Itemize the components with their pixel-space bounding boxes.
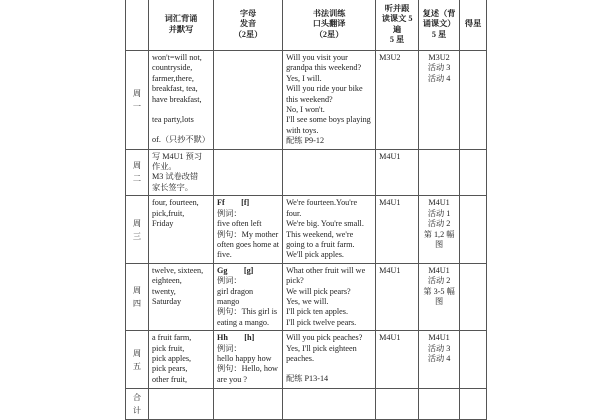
header-retell: 复述（背 诵课文） 5 星 [419, 0, 460, 51]
header-row [126, 0, 487, 51]
vocab-cell [149, 389, 214, 420]
letter-cell [214, 149, 283, 196]
vocab-cell: four, fourteen, pick,fruit, Friday [149, 196, 214, 263]
star-cell [460, 331, 487, 389]
handwriting-cell: We're fourteen.You're four. We're big. You're small. This weekend, we're going to a fruit farm. We'll pick apples. [283, 196, 376, 263]
day-cell: 周 二 [126, 149, 149, 196]
star-cell [460, 389, 487, 420]
star-cell [460, 51, 487, 150]
listen-cell: M4U1 [376, 196, 419, 263]
row-tuesday [126, 149, 487, 196]
retell-cell: M3U2 活动 3 活动 4 [419, 51, 460, 150]
listen-cell: M4U1 [376, 263, 419, 330]
header-listen: 听并跟 读课文 5 遍 5 星 [376, 0, 419, 51]
header-star: 得星 [460, 0, 487, 51]
header-day [126, 0, 149, 51]
day-cell: 周 五 [126, 331, 149, 389]
header-handwriting: 书法训练 口头翻译 （2星） [283, 0, 376, 51]
vocab-cell: 写 M4U1 预习 作业。 M3 试卷改错 家长签字。 [149, 149, 214, 196]
day-cell: 周 三 [126, 196, 149, 263]
listen-cell: M4U1 [376, 331, 419, 389]
weekly-homework-table [125, 0, 487, 420]
letter-cell [214, 389, 283, 420]
vocab-cell: won't=will not, countryside, farmer,there, breakfast, tea, have breakfast, tea party,lots of.（只抄不默） [149, 51, 214, 150]
row-friday [126, 331, 487, 389]
retell-cell: M4U1 活动 1 活动 2 第 1,2 幅 图 [419, 196, 460, 263]
vocab-cell: a fruit farm, pick fruit, pick apples, pick pears, other fruit, [149, 331, 214, 389]
retell-cell: M4U1 活动 3 活动 4 [419, 331, 460, 389]
day-cell: 合 计 [126, 389, 149, 420]
star-cell [460, 149, 487, 196]
handwriting-cell [283, 149, 376, 196]
handwriting-cell: Will you visit your grandpa this weekend? Yes, I will. Will you ride your bike this weekend? No, I won't. I'll see some boys playing with toys. 配练 P9-12 [283, 51, 376, 150]
letter-cell: Ff [f] 例词： five often left 例句：My mother often goes home at five. [214, 196, 283, 263]
day-cell: 周 四 [126, 263, 149, 330]
listen-cell: M3U2 [376, 51, 419, 150]
retell-cell [419, 149, 460, 196]
row-thursday [126, 263, 487, 330]
listen-cell: M4U1 [376, 149, 419, 196]
row-total [126, 389, 487, 420]
star-cell [460, 196, 487, 263]
letter-cell: Gg [g] 例词： girl dragon mango 例句：This girl is eating a mango. [214, 263, 283, 330]
retell-cell: M4U1 活动 2 第 3-5 幅 图 [419, 263, 460, 330]
letter-cell [214, 51, 283, 150]
vocab-cell: twelve, sixteen, eighteen, twenty, Saturday [149, 263, 214, 330]
listen-cell [376, 389, 419, 420]
header-letter: 字母 发音 （2星） [214, 0, 283, 51]
row-monday [126, 51, 487, 150]
header-vocab: 词汇背诵 并默写 [149, 0, 214, 51]
star-cell [460, 263, 487, 330]
day-cell: 周 一 [126, 51, 149, 150]
handwriting-cell: What other fruit will we pick? We will pick pears? Yes, we will. I'll pick ten apples. I'll pick twelve pears. [283, 263, 376, 330]
letter-cell: Hh [h] 例词： hello happy how 例句：Hello, how are you ? [214, 331, 283, 389]
row-wednesday [126, 196, 487, 263]
handwriting-cell: Will you pick peaches? Yes, I'll pick eighteen peaches. 配练 P13-14 [283, 331, 376, 389]
retell-cell [419, 389, 460, 420]
handwriting-cell [283, 389, 376, 420]
